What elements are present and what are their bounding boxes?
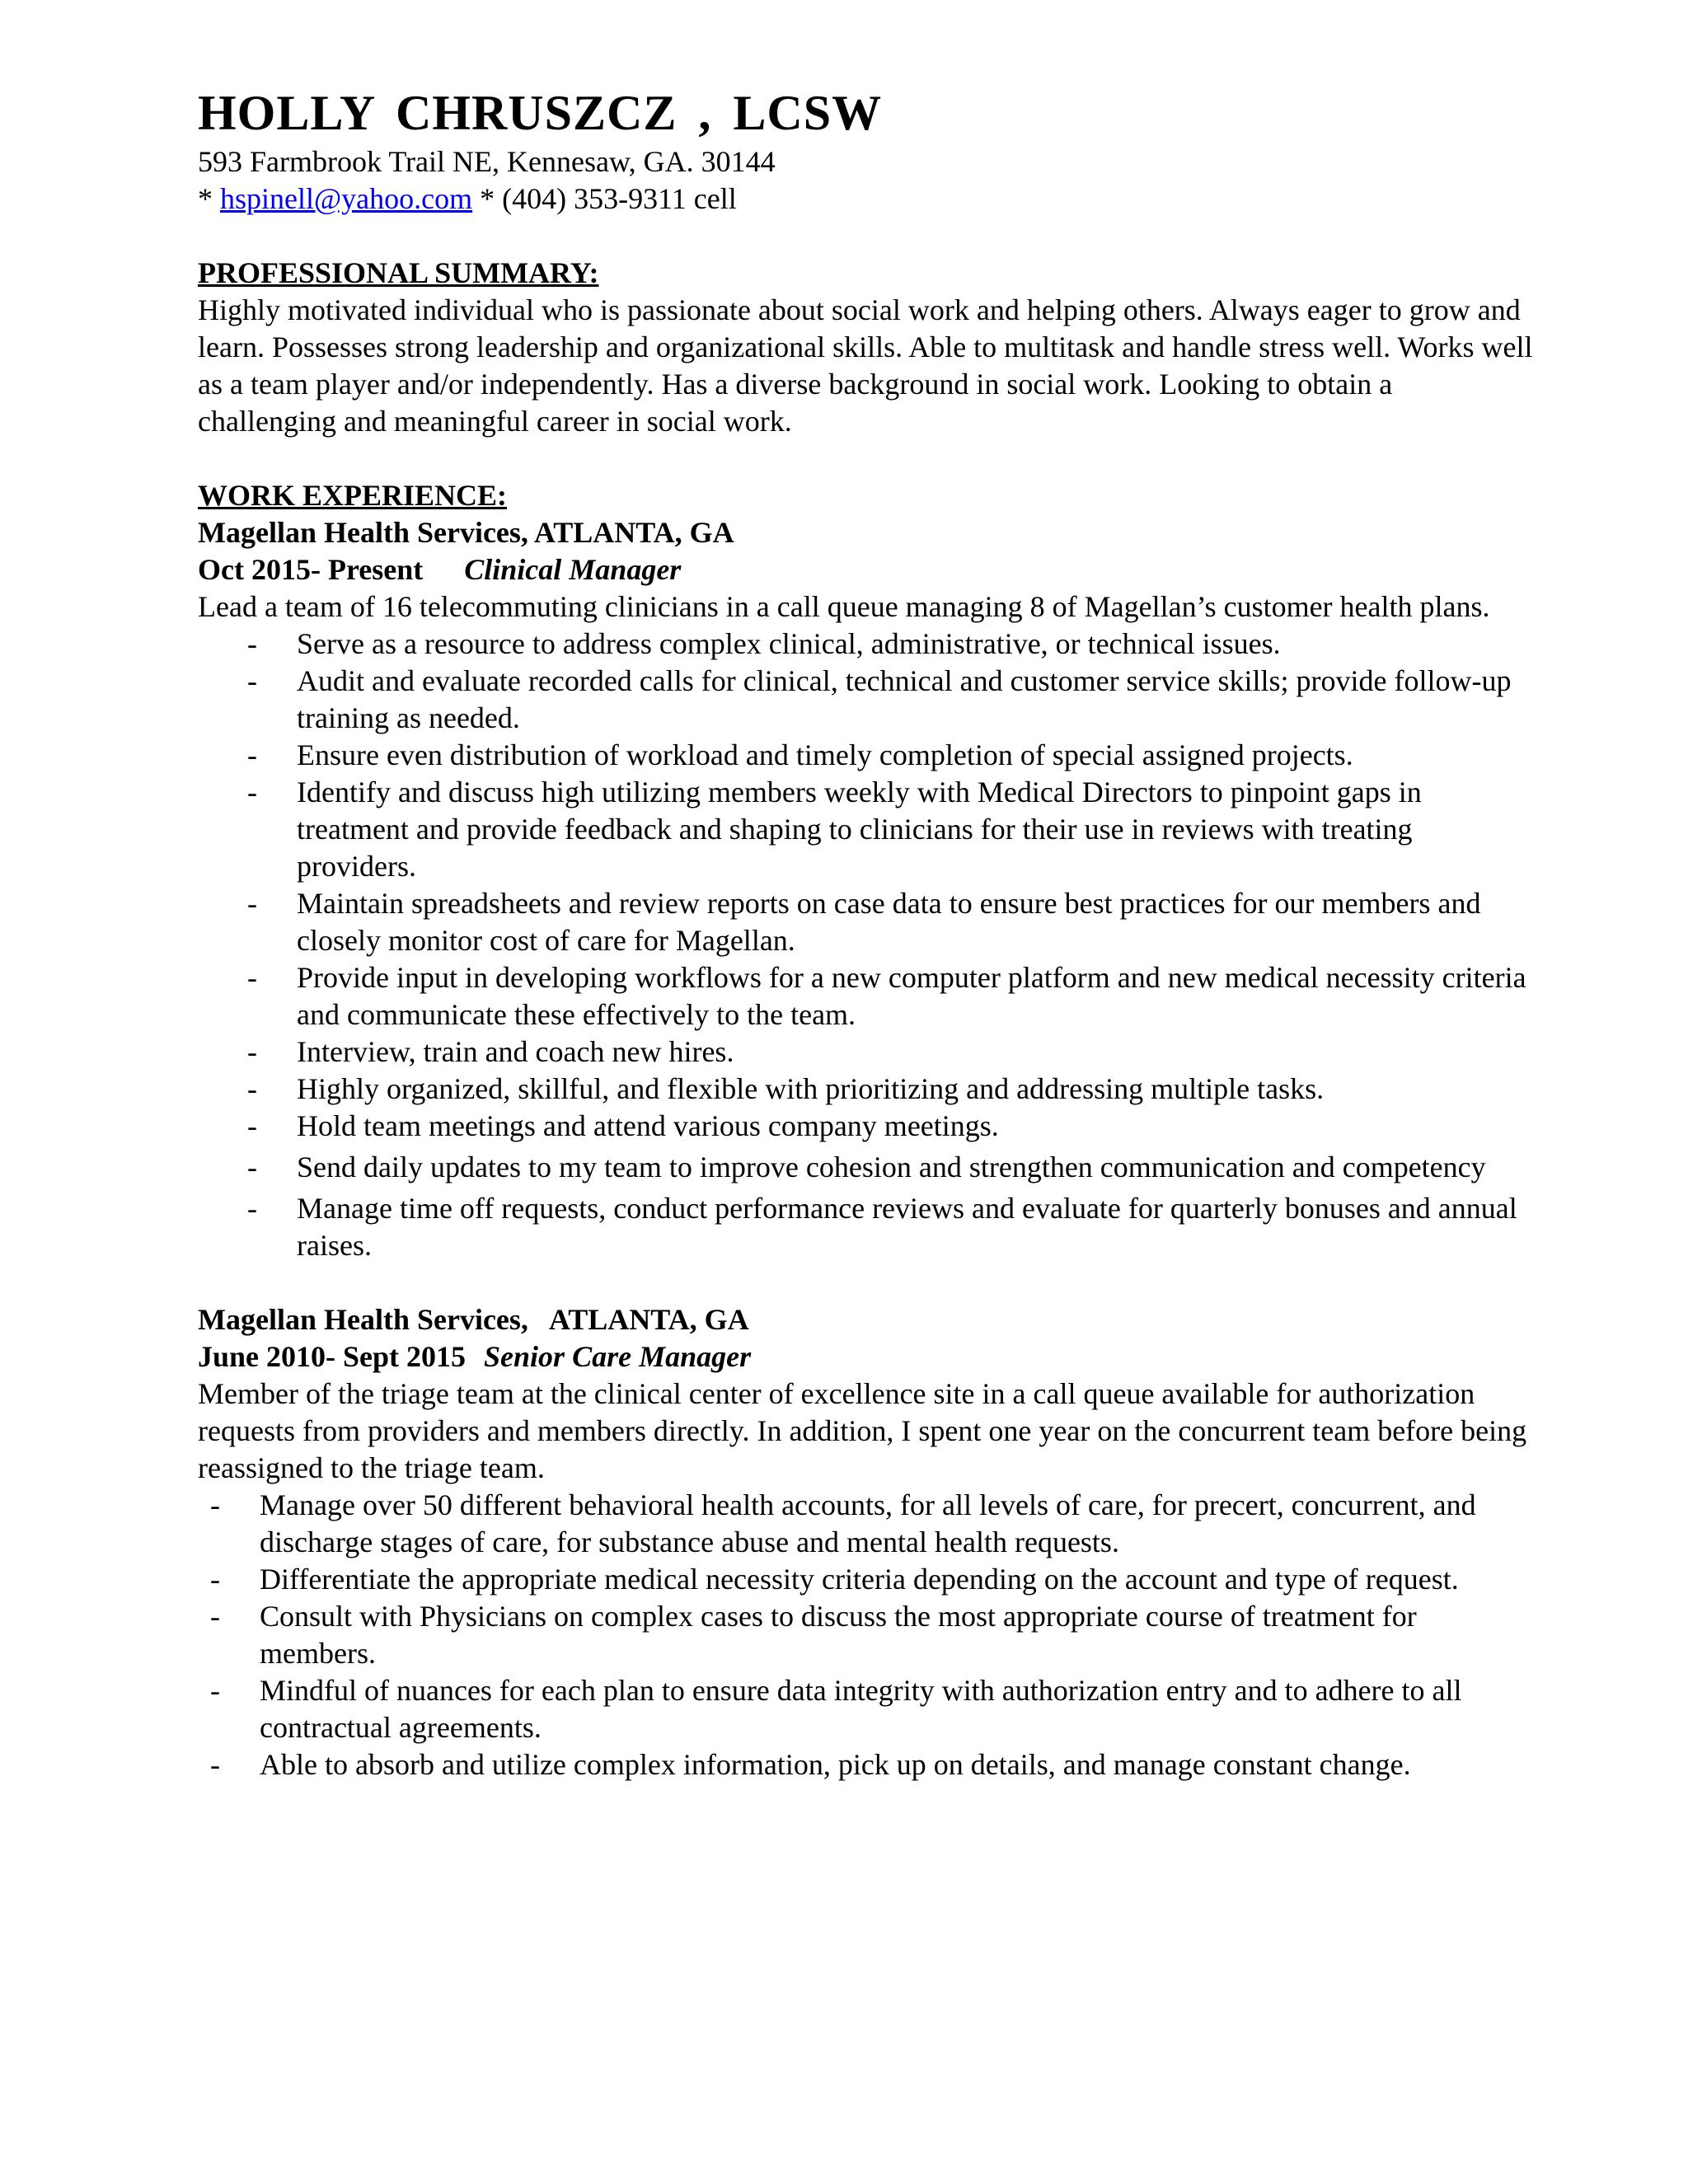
duty-text: Serve as a resource to address complex clinical, administrative, or technical issues. xyxy=(297,627,1281,660)
list-item xyxy=(198,1598,1533,1672)
list-item xyxy=(198,1033,1533,1071)
duty-text: Consult with Physicians on complex cases to discuss the most appropriate course of treatment for members. xyxy=(260,1600,1417,1670)
contact-prefix: * xyxy=(198,182,220,215)
list-item xyxy=(198,774,1533,885)
address-line: 593 Farmbrook Trail NE, Kennesaw, GA. 30144 xyxy=(198,145,776,178)
bullet-dash: - xyxy=(247,961,257,994)
candidate-name: HOLLY CHRUSZCZ , LCSW xyxy=(198,86,883,140)
spacer xyxy=(198,218,1533,255)
bullet-dash: - xyxy=(247,1072,257,1105)
job-date-line xyxy=(198,551,1533,588)
list-item xyxy=(198,1672,1533,1746)
list-item xyxy=(198,737,1533,774)
bullet-dash: - xyxy=(247,627,257,660)
job-date-line xyxy=(198,1338,1533,1376)
duty-text: Able to absorb and utilize complex information, pick up on details, and manage constant change. xyxy=(260,1748,1411,1781)
list-item xyxy=(198,1561,1533,1598)
bullet-dash: - xyxy=(210,1748,220,1781)
bullet-dash: - xyxy=(210,1563,220,1596)
phone-text: * (404) 353-9311 cell xyxy=(472,182,737,215)
experience-heading: WORK EXPERIENCE: xyxy=(198,479,508,512)
job-entry-senior-care-manager xyxy=(198,1301,1533,1783)
bullet-dash: - xyxy=(247,776,257,808)
bullet-dash: - xyxy=(247,1151,257,1183)
duty-text: Provide input in developing workflows for a new computer platform and new medical necessity criteria and communicate these effectively to the team. xyxy=(297,961,1526,1031)
employer-name: Magellan Health Services, ATLANTA, GA xyxy=(198,1303,749,1336)
email-link[interactable]: hspinell@yahoo.com xyxy=(220,182,473,215)
job-dates: June 2010- Sept 2015 xyxy=(198,1340,467,1373)
list-item xyxy=(198,959,1533,1033)
list-item xyxy=(198,1190,1533,1264)
bullet-dash: - xyxy=(247,1109,257,1142)
job-description: Lead a team of 16 telecommuting clinicians in a call queue managing 8 of Magellan’s customer health plans. xyxy=(198,590,1490,623)
duty-text: Differentiate the appropriate medical necessity criteria depending on the account and type of request. xyxy=(260,1563,1459,1596)
list-item xyxy=(198,1487,1533,1561)
duty-text: Send daily updates to my team to improve cohesion and strengthen communication and competency xyxy=(297,1151,1486,1183)
employer-name: Magellan Health Services, ATLANTA, GA xyxy=(198,516,734,549)
bullet-dash: - xyxy=(247,1035,257,1068)
duty-text: Manage time off requests, conduct performance reviews and evaluate for quarterly bonuses and annual raises. xyxy=(297,1192,1517,1262)
job-entry-clinical-manager xyxy=(198,514,1533,1264)
duty-text: Maintain spreadsheets and review reports on case data to ensure best practices for our members and closely monitor cost of care for Magellan. xyxy=(297,887,1481,957)
bullet-dash: - xyxy=(247,664,257,697)
bullet-dash: - xyxy=(247,738,257,771)
duty-text: Interview, train and coach new hires. xyxy=(297,1035,734,1068)
list-item xyxy=(198,626,1533,663)
bullet-dash: - xyxy=(210,1674,220,1707)
duty-text: Highly organized, skillful, and flexible with prioritizing and addressing multiple tasks. xyxy=(297,1072,1325,1105)
duty-text: Hold team meetings and attend various company meetings. xyxy=(297,1109,999,1142)
job-title: Clinical Manager xyxy=(464,553,682,586)
spacer xyxy=(198,1264,1533,1301)
resume-page xyxy=(198,82,1533,1783)
job-dates: Oct 2015- Present xyxy=(198,553,424,586)
summary-text: Highly motivated individual who is passionate about social work and helping others. Always eager to grow and learn. Possesses strong leadership and organizational skills. Able to multitask and handle stress well. Works well as a team player and/or independently. Has a diverse background in social work. Looking to obtain a challenging and meaningful career in social work. xyxy=(198,293,1533,438)
list-item xyxy=(198,1149,1533,1186)
duty-text: Identify and discuss high utilizing members weekly with Medical Directors to pinpoint gaps in treatment and provide feedback and shaping to clinicians for their use in reviews with treating providers. xyxy=(297,776,1422,883)
summary-heading: PROFESSIONAL SUMMARY: xyxy=(198,256,599,289)
duty-text: Mindful of nuances for each plan to ensure data integrity with authorization entry and to adhere to all contractual agreements. xyxy=(260,1674,1462,1744)
duty-text: Ensure even distribution of workload and timely completion of special assigned projects. xyxy=(297,738,1353,771)
list-item xyxy=(198,1746,1533,1783)
bullet-dash: - xyxy=(210,1488,220,1521)
contact-line xyxy=(198,180,1533,218)
duty-text: Manage over 50 different behavioral health accounts, for all levels of care, for precert, concurrent, and discharge stages of care, for substance abuse and mental health requests. xyxy=(260,1488,1476,1558)
bullet-dash: - xyxy=(210,1600,220,1633)
list-item xyxy=(198,663,1533,737)
job-duties-list xyxy=(198,626,1533,1264)
job-duties-list xyxy=(198,1487,1533,1783)
job-title: Senior Care Manager xyxy=(484,1340,752,1373)
bullet-dash: - xyxy=(247,887,257,920)
job-description: Member of the triage team at the clinical center of excellence site in a call queue available for authorization requests from providers and members directly. In addition, I spent one year on the concurrent team before being reassigned to the triage team. xyxy=(198,1377,1527,1484)
spacer xyxy=(198,440,1533,477)
list-item xyxy=(198,885,1533,959)
duty-text: Audit and evaluate recorded calls for clinical, technical and customer service skills; provide follow-up training as needed. xyxy=(297,664,1512,734)
list-item xyxy=(198,1071,1533,1108)
list-item xyxy=(198,1108,1533,1145)
bullet-dash: - xyxy=(247,1192,257,1225)
